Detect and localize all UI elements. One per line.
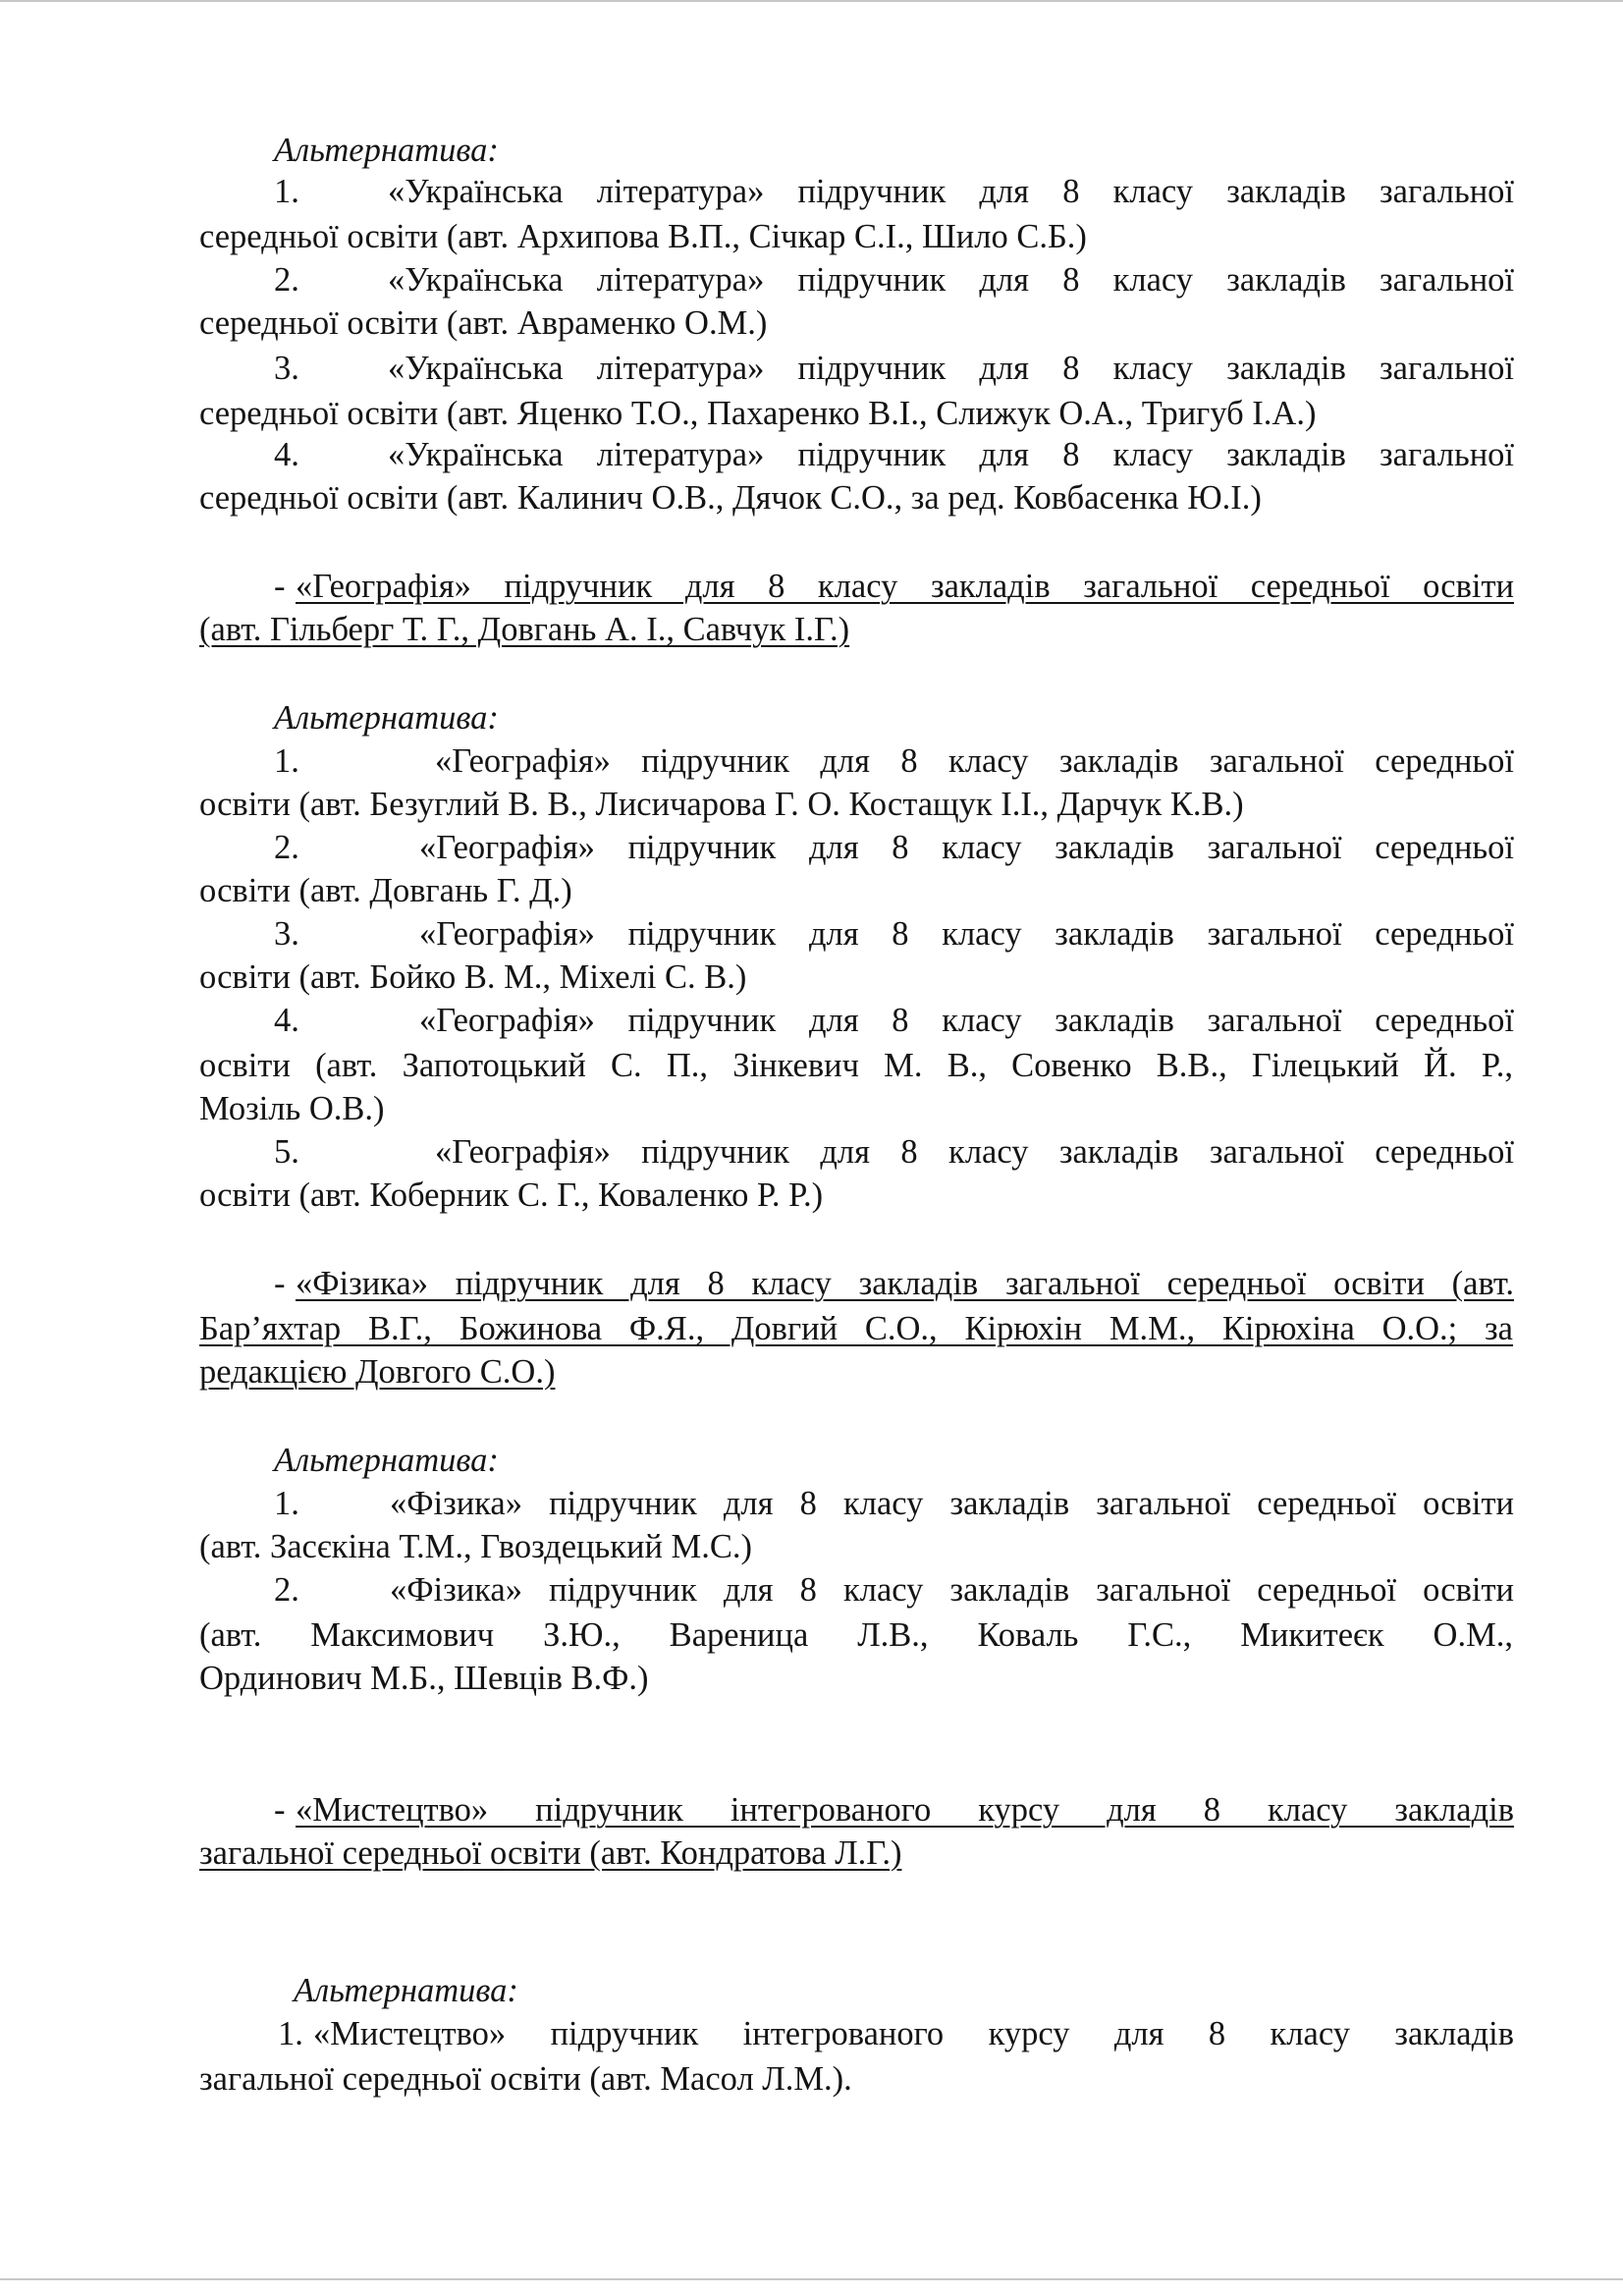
list-item-text: «Українська література» підручник для 8 класу закладів загальної (388, 436, 1514, 473)
list-item-text: середньої освіти (авт. Калинич О.В., Дячок С.О., за ред. Ковбасенка Ю.І.) (199, 479, 1262, 517)
list-item-text: середньої освіти (авт. Яценко Т.О., Пахаренко В.І., Слижук О.А., Тригуб І.А.) (199, 395, 1317, 432)
list-item-number: 2. (274, 261, 299, 299)
list-item-text: освіти (авт. Коберник С. Г., Коваленко Р. Р.) (199, 1176, 824, 1214)
list-item-text: «Українська література» підручник для 8 класу закладів загальної (388, 261, 1514, 299)
list-item-text: загальної середньої освіти (авт. Масол Л.М.). (199, 2060, 852, 2098)
list-item-number: 4. (274, 436, 299, 473)
selected-textbook: редакцією Довгого С.О.) (199, 1353, 556, 1391)
list-item-number: 1. (274, 742, 299, 780)
list-item-text: освіти (авт. Довгань Г. Д.) (199, 872, 572, 909)
selected-textbook: «Фізика» підручник для 8 класу закладів загальної середньої освіти (авт. (296, 1265, 1514, 1302)
list-item-text: Ординович М.Б., Шевців В.Ф.) (199, 1660, 649, 1697)
list-item-text: «Географія» підручник для 8 класу закладів загальної середньої (419, 829, 1514, 866)
list-item-text: (авт. Максимович З.Ю., Вареница Л.В., Коваль Г.С., Микитеєк О.М., (199, 1616, 1513, 1654)
list-item-text: середньої освіти (авт. Авраменко О.М.) (199, 304, 768, 342)
selected-textbook: Бар’яхтар В.Г., Божинова Ф.Я., Довгий С.О., Кірюхін М.М., Кірюхіна О.О.; за (199, 1310, 1513, 1347)
list-item-text: «Географія» підручник для 8 класу закладів загальної середньої (435, 742, 1514, 780)
scan-bottom-edge (0, 2278, 1623, 2280)
selected-dash: - (274, 568, 286, 605)
list-item-text: «Географія» підручник для 8 класу закладів загальної середньої (435, 1133, 1514, 1171)
list-item-text: «Географія» підручник для 8 класу закладів загальної середньої (419, 915, 1514, 953)
scan-top-edge (0, 0, 1623, 2)
list-item-text: «Географія» підручник для 8 класу закладів загальної середньої (419, 1002, 1514, 1039)
list-item-text: «Українська література» підручник для 8 класу закладів загальної (388, 173, 1514, 210)
list-item-text: (авт. Засєкіна Т.М., Гвоздецький М.С.) (199, 1528, 752, 1565)
selected-textbook: «Мистецтво» підручник інтегрованого курсу для 8 класу закладів (296, 1791, 1514, 1829)
list-item-number: 4. (274, 1002, 299, 1039)
list-item-text: освіти (авт. Безуглий В. В., Лисичарова Г. О. Костащук І.І., Дарчук К.В.) (199, 786, 1244, 823)
list-item-number: 1. (274, 1485, 299, 1522)
list-item-text: «Фізика» підручник для 8 класу закладів загальної середньої освіти (390, 1485, 1514, 1522)
alternative-heading: Альтернатива: (294, 1972, 518, 2009)
selected-textbook: загальної середньої освіти (авт. Кондратова Л.Г.) (199, 1834, 902, 1872)
alternative-heading: Альтернатива: (274, 1442, 499, 1479)
selected-textbook: (авт. Гільберг Т. Г., Довгань А. І., Савчук І.Г.) (199, 611, 850, 648)
list-item-number: 1. (278, 2015, 303, 2052)
selected-textbook: «Географія» підручник для 8 класу закладів загальної середньої освіти (296, 568, 1514, 605)
list-item-number: 3. (274, 350, 299, 387)
selected-dash: - (274, 1265, 286, 1302)
list-item-text: середньої освіти (авт. Архипова В.П., Січкар С.І., Шило С.Б.) (199, 218, 1087, 255)
list-item-text: освіти (авт. Бойко В. М., Міхелі С. В.) (199, 958, 747, 996)
alternative-heading: Альтернатива: (274, 699, 499, 737)
list-item-text: «Мистецтво» підручник інтегрованого курсу для 8 класу закладів (313, 2015, 1514, 2052)
list-item-number: 5. (274, 1133, 299, 1171)
selected-dash: - (274, 1791, 286, 1829)
list-item-text: Мозіль О.В.) (199, 1090, 385, 1127)
alternative-heading: Альтернатива: (274, 132, 499, 169)
list-item-text: «Українська література» підручник для 8 класу закладів загальної (388, 350, 1514, 387)
list-item-number: 1. (274, 173, 299, 210)
list-item-number: 2. (274, 829, 299, 866)
list-item-text: «Фізика» підручник для 8 класу закладів загальної середньої освіти (390, 1571, 1514, 1609)
list-item-number: 2. (274, 1571, 299, 1609)
list-item-number: 3. (274, 915, 299, 953)
list-item-text: освіти (авт. Запотоцький С. П., Зінкевич М. В., Совенко В.В., Гілецький Й. Р., (199, 1047, 1513, 1084)
